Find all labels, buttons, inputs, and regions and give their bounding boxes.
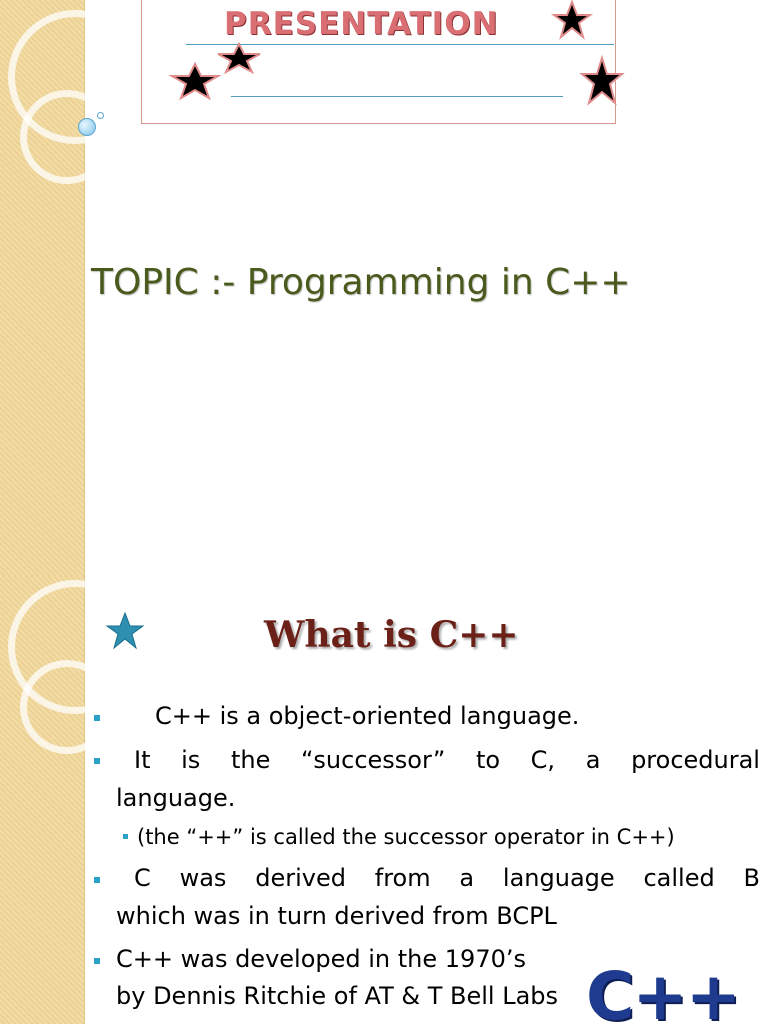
decorative-ring xyxy=(20,660,114,754)
word: called xyxy=(643,864,715,892)
sub-bullet-marker xyxy=(123,834,128,839)
word: to xyxy=(475,746,501,774)
decorative-bubble xyxy=(97,112,104,119)
bullet-text-continued: which was in turn derived from BCPL xyxy=(116,902,557,930)
bullet-text-justified xyxy=(134,864,760,892)
star-icon xyxy=(106,612,144,650)
word: procedural xyxy=(631,746,760,774)
decorative-side-strip xyxy=(0,576,85,1024)
word: “successor” xyxy=(300,746,446,774)
star-icon xyxy=(170,62,220,100)
word: a xyxy=(585,746,601,774)
word: B xyxy=(743,864,760,892)
word: It xyxy=(134,746,151,774)
bullet-text-justified xyxy=(134,746,760,774)
bullet-text-continued: by Dennis Ritchie of AT & T Bell Labs xyxy=(116,982,559,1010)
slide-what-is-cpp xyxy=(0,576,768,1024)
star-icon xyxy=(552,0,592,40)
bullet-marker xyxy=(94,715,100,721)
word: C xyxy=(134,864,151,892)
word: is xyxy=(181,746,201,774)
word: derived xyxy=(255,864,346,892)
topic-title: TOPIC :- Programming in C++ xyxy=(91,262,631,303)
slide-heading: What is C++ xyxy=(264,614,519,656)
sub-bullet-text: (the “++” is called the successor operator in C++) xyxy=(137,825,675,849)
word: the xyxy=(230,746,271,774)
word: language xyxy=(502,864,615,892)
banner-title: PRESENTATION xyxy=(224,6,499,42)
bullet-text: C++ is a object-oriented language. xyxy=(155,702,580,730)
decorative-side-strip xyxy=(0,0,85,576)
bullet-marker xyxy=(94,877,100,883)
word: C, xyxy=(530,746,556,774)
word: was xyxy=(179,864,227,892)
bullet-marker xyxy=(94,958,100,964)
decorative-ring xyxy=(20,90,114,184)
bullet-text-continued: language. xyxy=(116,784,236,812)
cpp-logo: C++ xyxy=(586,958,740,1024)
bullet-marker xyxy=(94,758,100,764)
banner-line xyxy=(231,96,563,97)
word: from xyxy=(374,864,431,892)
decorative-bubble xyxy=(78,118,96,136)
star-icon xyxy=(216,42,262,74)
word: a xyxy=(459,864,475,892)
bullet-text: C++ was developed in the 1970’s xyxy=(116,945,526,973)
star-icon xyxy=(580,56,624,106)
